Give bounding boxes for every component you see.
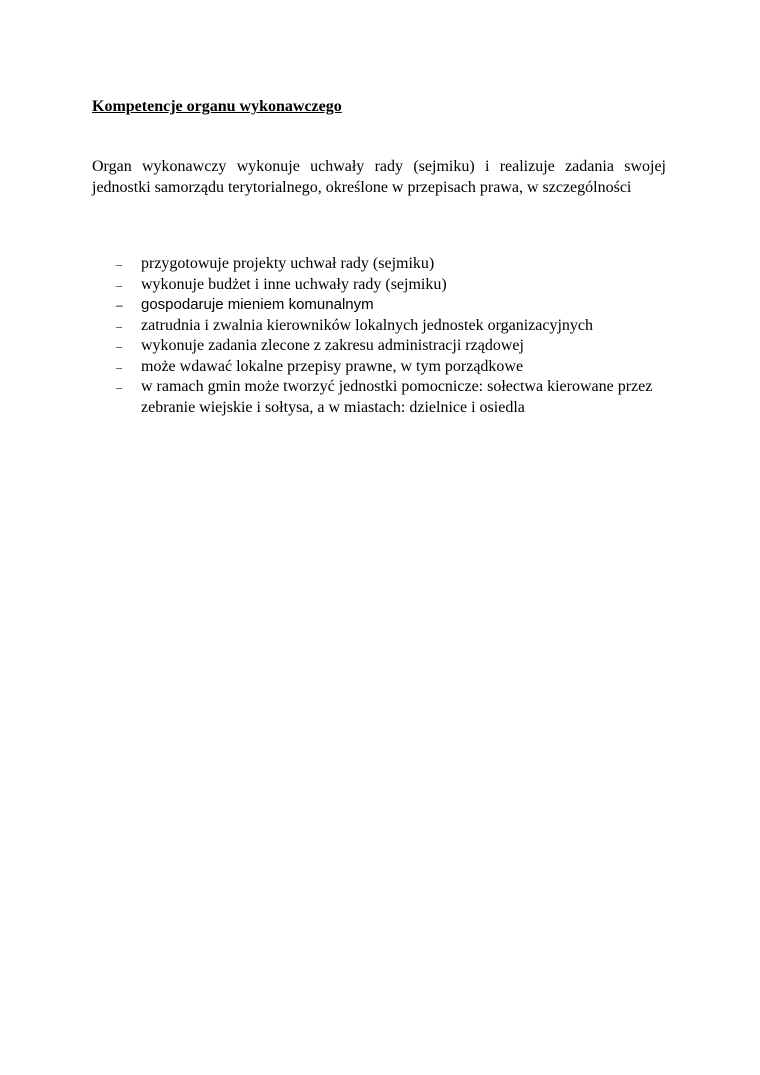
list-item <box>92 357 692 378</box>
dash-bullet-icon: – <box>116 339 122 353</box>
intro-paragraph: Organ wykonawczy wykonuje uchwały rady (sejmiku) i realizuje zadania swojej jednostki samorządu terytorialnego, określone w przepisach prawa, w szczególności <box>92 158 666 196</box>
dash-bullet-icon: – <box>116 380 122 394</box>
list-item <box>92 295 692 316</box>
competence-list <box>92 254 692 418</box>
list-item <box>92 254 692 275</box>
list-item-text: wykonuje zadania zlecone z zakresu administracji rządowej <box>141 337 524 354</box>
dash-bullet-icon: – <box>116 257 122 271</box>
list-item <box>92 336 692 357</box>
list-item-text: gospodaruje mieniem komunalnym <box>141 296 374 313</box>
list-item-text: wykonuje budżet i inne uchwały rady (sejmiku) <box>141 275 447 293</box>
list-item <box>92 377 692 418</box>
dash-bullet-icon: – <box>116 277 122 292</box>
list-item-text: w ramach gmin może tworzyć jednostki pomocnicze: sołectwa kierowane przez zebranie wiejskie i sołtysa, a w miastach: dzielnice i osiedla <box>141 378 653 416</box>
document-title: Kompetencje organu wykonawczego <box>92 98 342 115</box>
list-item <box>92 275 692 296</box>
dash-bullet-icon: – <box>116 359 122 374</box>
list-item-text: zatrudnia i zwalnia kierowników lokalnych jednostek organizacyjnych <box>141 316 593 334</box>
dash-bullet-icon: – <box>116 298 123 312</box>
list-item-text: może wdawać lokalne przepisy prawne, w tym porządkowe <box>141 357 524 375</box>
list-item-text: przygotowuje projekty uchwał rady (sejmiku) <box>141 255 435 272</box>
dash-bullet-icon: – <box>116 318 122 333</box>
list-item <box>92 316 692 337</box>
